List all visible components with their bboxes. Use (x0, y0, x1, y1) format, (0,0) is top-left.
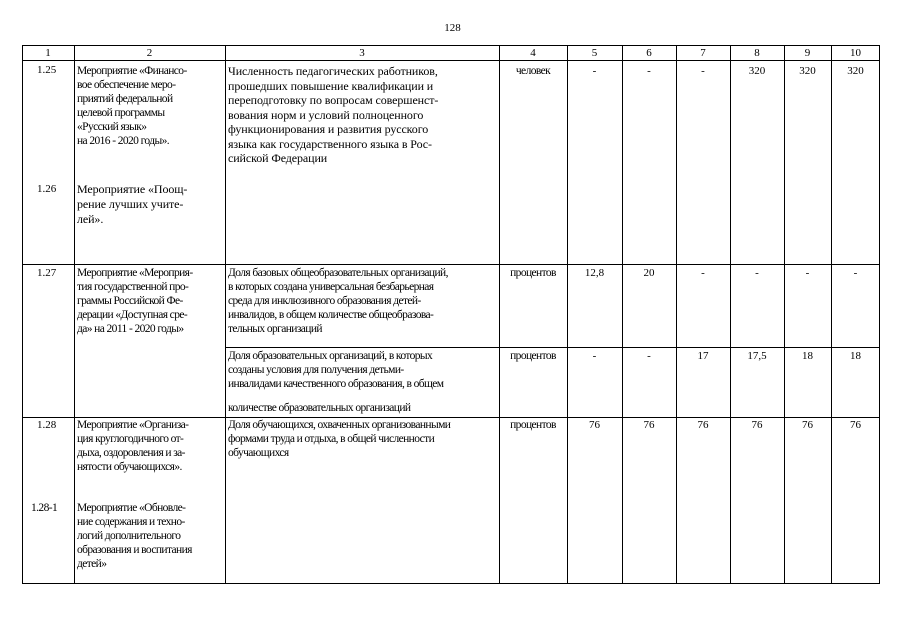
value-cell: - (592, 65, 597, 77)
value-cell: 76 (850, 419, 861, 431)
column-divider (784, 46, 785, 583)
indicator-line: Доля обучающихся, охваченных организованными (228, 419, 451, 431)
value-cell: 76 (751, 419, 763, 431)
header-cell: 7 (700, 47, 706, 59)
value-cell: 18 (802, 350, 813, 362)
header-cell: 2 (146, 47, 153, 59)
measure-line: дыха, оздоровления и за- (77, 447, 185, 459)
measure-line: Мероприятие «Организа- (77, 419, 189, 431)
value-cell: - (853, 267, 858, 279)
measure-line: Мероприятие «Мероприя- (77, 267, 193, 279)
column-divider (499, 46, 500, 583)
indicator-line: вования норм и условий полноценного (228, 108, 424, 122)
indicator-line: тельных организаций (228, 323, 322, 335)
unit-cell: процентов (510, 419, 556, 431)
row-number: 1.28-1 (31, 502, 58, 514)
measure-line: «Русский язык» (77, 121, 147, 133)
measure-line: да» на 2011 - 2020 годы» (77, 323, 184, 335)
measure-line: детей» (77, 558, 107, 570)
indicator-line: функционирования и развития русского (228, 122, 429, 136)
indicator-line: формами труда и отдыха, в общей численности (228, 433, 435, 445)
row-number: 1.25 (37, 64, 57, 76)
measure-line: образования и воспитания (77, 544, 192, 556)
header-cell: 5 (591, 47, 598, 59)
page-number: 128 (444, 22, 461, 34)
value-cell: - (592, 350, 597, 362)
column-divider (622, 46, 623, 583)
measure-line: лей». (77, 212, 104, 226)
column-divider (74, 46, 75, 583)
value-cell: 76 (802, 419, 813, 431)
row-divider (225, 347, 879, 348)
header-cell: 1 (45, 47, 51, 59)
value-cell: - (755, 267, 759, 279)
value-cell: - (647, 65, 651, 77)
indicator-line: Доля образовательных организаций, в которых (228, 350, 433, 362)
measure-line: на 2016 - 2020 годы». (77, 135, 170, 147)
value-cell: 76 (697, 419, 709, 431)
indicator-line: созданы условия для получения детьми- (228, 364, 404, 376)
indicator-line: Доля базовых общеобразовательных организаций, (228, 267, 448, 279)
indicator-line: инвалидов, в общем количестве общеобразова- (228, 309, 434, 321)
column-divider (225, 46, 226, 583)
header-cell: 3 (359, 47, 365, 59)
value-cell: - (701, 267, 705, 279)
indicator-line: среда для инклюзивного образования детей- (228, 295, 421, 307)
measure-line: тия государственной про- (77, 281, 189, 293)
value-cell: - (805, 267, 810, 279)
header-cell: 6 (646, 47, 652, 59)
value-cell: - (701, 65, 705, 77)
measure-line: нятости обучающихся». (77, 461, 182, 473)
indicator-line: количестве образовательных организаций (228, 402, 411, 414)
value-cell: 76 (589, 419, 600, 431)
measure-line: Мероприятие «Финансо- (77, 65, 187, 77)
header-cell: 9 (804, 47, 811, 59)
column-divider (831, 46, 832, 583)
value-cell: 320 (847, 65, 864, 77)
measure-line: Мероприятие «Поощ- (77, 182, 188, 196)
row-number: 1.27 (37, 267, 57, 279)
measure-line: Мероприятие «Обновле- (77, 502, 186, 514)
value-cell: 18 (850, 350, 861, 362)
column-divider (567, 46, 568, 583)
value-cell: 17,5 (747, 350, 767, 362)
unit-cell: человек (515, 65, 551, 77)
indicator-line: сийской Федерации (228, 151, 328, 165)
measure-line: рение лучших учите- (77, 197, 184, 211)
measure-line: целевой программы (77, 107, 165, 119)
value-cell: - (647, 350, 651, 362)
measure-line: логий дополнительного (77, 530, 181, 542)
value-cell: 76 (643, 419, 655, 431)
measure-line: дерации «Доступная сре- (77, 309, 188, 321)
column-divider (676, 46, 677, 583)
indicator-line: Численность педагогических работников, (228, 64, 438, 78)
value-cell: 320 (799, 65, 816, 77)
indicator-line: инвалидами качественного образования, в общем (228, 378, 444, 390)
value-cell: 20 (643, 267, 655, 279)
row-divider (23, 264, 879, 265)
value-cell: 17 (697, 350, 709, 362)
header-cell: 4 (530, 47, 536, 59)
measure-line: вое обеспечение меро- (77, 79, 176, 91)
header-cell: 10 (850, 47, 861, 59)
indicator-line: обучающихся (228, 447, 289, 459)
value-cell: 12,8 (584, 267, 605, 279)
column-divider (730, 46, 731, 583)
indicator-line: в которых создана универсальная безбарьерная (228, 281, 434, 293)
unit-cell: процентов (510, 267, 556, 279)
measure-line: граммы Российской Фе- (77, 295, 183, 307)
indicator-line: языка как государственного языка в Рос- (228, 137, 432, 151)
value-cell: 320 (748, 65, 766, 77)
row-number: 1.28 (37, 419, 57, 431)
measure-line: ция круглогодичного от- (77, 433, 184, 445)
row-number: 1.26 (37, 183, 57, 195)
indicator-line: переподготовку по вопросам совершенст- (228, 93, 439, 107)
indicator-line: прошедших повышение квалификации и (228, 79, 434, 93)
header-cell: 8 (754, 47, 760, 59)
measure-line: ние содержания и техно- (77, 516, 185, 528)
measure-line: приятий федеральной (77, 93, 173, 105)
unit-cell: процентов (510, 350, 556, 362)
